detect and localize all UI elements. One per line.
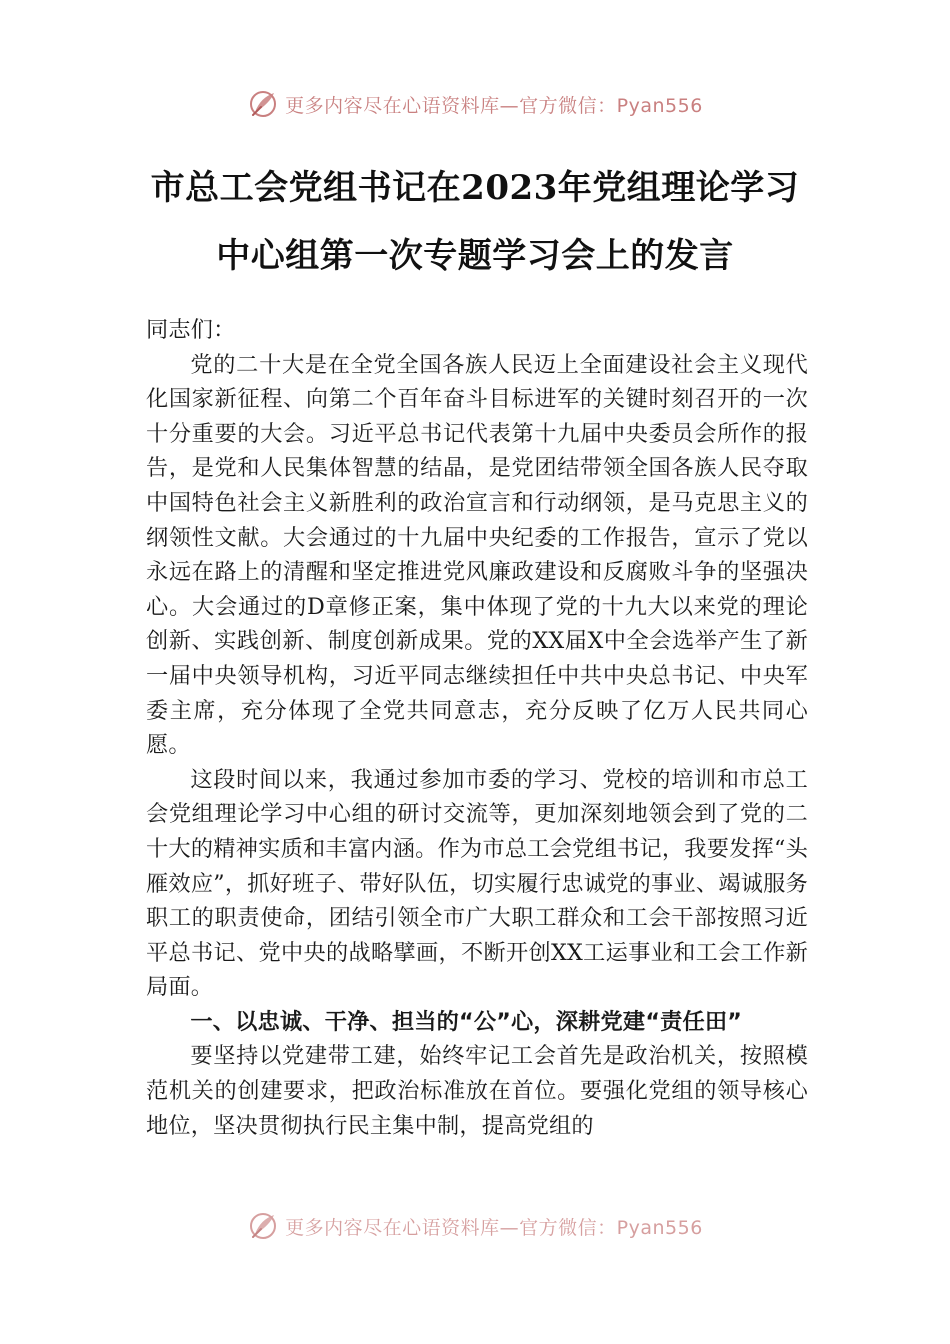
document-title-line-2: 中心组第一次专题学习会上的发言 [216, 236, 734, 276]
document-body [146, 313, 808, 1143]
paragraph: 党的二十大是在全党全国各族人民迈上全面建设社会主义现代化国家新征程、向第二个百年奋斗目标进军的关键时刻召开的一次十分重要的大会。习近平总书记代表第十九届中央委员会所作的报告，是党和人民集体智慧的结晶，是党团结带领全国各族人民夺取中国特色社会主义新胜利的政治宣言和行动纲领，是马克思主义的纲领性文献。大会通过的十九届中央纪委的工作报告，宣示了党以永远在路上的清醒和坚定推进党风廉政建设和反腐败斗争的坚强决心。大会通过的D章修正案，集中体现了党的十九大以来党的理论创新、实践创新、制度创新成果。党的XX届X中全会选举产生了新一届中央领导机构，习近平同志继续担任中共中央总书记、中央军委主席，充分体现了全党共同意志，充分反映了亿万人民共同心愿。 [146, 351, 808, 759]
watermark-footer [0, 1208, 950, 1244]
paragraph: 这段时间以来，我通过参加市委的学习、党校的培训和市总工会党组理论学习中心组的研讨交流等，更加深刻地领会到了党的二十大的精神实质和丰富内涵。作为市总工会党组书记，我要发挥“头雁效应”，抓好班子、带好队伍，切实履行忠诚党的事业、竭诚服务职工的职责使命，团结引领全市广大职工群众和工会干部按照习近平总书记、党中央的战略擘画，不断开创XX工运事业和工会工作新局面。 [146, 766, 808, 1001]
section-paragraph: 要坚持以党建带工建，始终牢记工会首先是政治机关，按照模范机关的创建要求，把政治标准放在首位。要强化党组的领导核心地位，坚决贯彻执行民主集中制，提高党组的 [146, 1043, 808, 1139]
feather-pen-logo-icon [247, 88, 279, 120]
watermark-text: 更多内容尽在心语资料库—官方微信：Pyan556 [285, 1216, 703, 1239]
feather-pen-logo-icon [247, 1210, 279, 1242]
document-title-line-1: 市总工会党组书记在2023年党组理论学习 [150, 168, 800, 208]
salutation: 同志们： [146, 317, 236, 343]
section-heading: 一、以忠诚、干净、担当的“公”心，深耕党建“责任田” [190, 1008, 743, 1035]
watermark-header [0, 86, 950, 122]
watermark-text: 更多内容尽在心语资料库—官方微信：Pyan556 [285, 94, 703, 117]
